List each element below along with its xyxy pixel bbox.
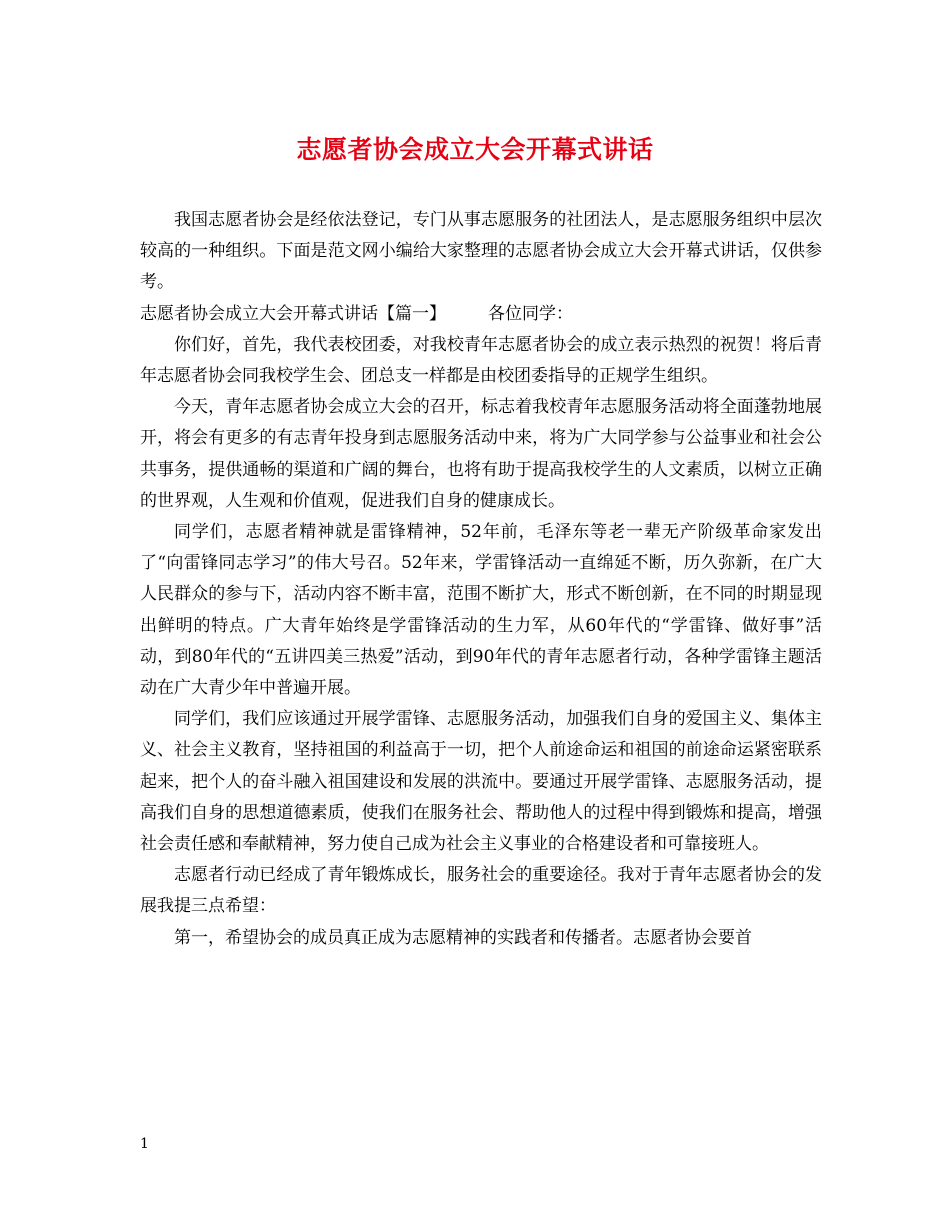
salutation: 各位同学： [488, 303, 573, 324]
document-title: 志愿者协会成立大会开幕式讲话 [296, 135, 654, 164]
body-paragraph-2: 今天，青年志愿者协会成立大会的召开，标志着我校青年志愿服务活动将全面蓬勃地展开，将会有更多的有志青年投身到志愿服务活动中来，将为广大同学参与公益事业和社会公共事务，提供通畅的渠道和广阔的舞台，也将有助于提高我校学生的人文素质，以树立正确的世界观，人生观和价值观，促进我们自身的健康成长。 [140, 397, 822, 511]
body-paragraph-6: 第一，希望协会的成员真正成为志愿精神的实践者和传播者。志愿者协会要首 [174, 927, 752, 948]
body-paragraph-1: 你们好，首先，我代表校团委，对我校青年志愿者协会的成立表示热烈的祝贺！将后青年志愿者协会同我校学生会、团总支一样都是由校团委指导的正规学生组织。 [140, 334, 822, 387]
body-paragraph-3: 同学们，志愿者精神就是雷锋精神，52年前，毛泽东等老一辈无产阶级革命家发出了“向雷锋同志学习”的伟大号召。52年来，学雷锋活动一直绵延不断，历久弥新，在广大人民群众的参与下，活动内容不断丰富，范围不断扩大，形式不断创新，在不同的时期显现出鲜明的特点。广大青年始终是学雷锋活动的生力军，从60年代的“学雷锋、做好事”活动，到80年代的“五讲四美三热爱”活动，到90年代的青年志愿者行动，各种学雷锋主题活动在广大青少年中普遍开展。 [140, 522, 822, 699]
section-heading: 志愿者协会成立大会开幕式讲话【篇一】 [140, 303, 446, 324]
document-body [140, 205, 822, 954]
page-number: 1 [140, 1136, 149, 1152]
body-paragraph-5: 志愿者行动已经成了青年锻炼成长，服务社会的重要途径。我对于青年志愿者协会的发展我提三点希望： [140, 865, 822, 917]
body-paragraph-4: 同学们，我们应该通过开展学雷锋、志愿服务活动，加强我们自身的爱国主义、集体主义、社会主义教育，坚持祖国的利益高于一切，把个人前途命运和祖国的前途命运紧密联系起来，把个人的奋斗融入祖国建设和发展的洪流中。要通过开展学雷锋、志愿服务活动，提高我们自身的思想道德素质，使我们在服务社会、帮助他人的过程中得到锻炼和提高，增强社会责任感和奉献精神，努力使自己成为社会主义事业的合格建设者和可靠接班人。 [140, 709, 822, 855]
intro-paragraph: 我国志愿者协会是经依法登记，专门从事志愿服务的社团法人，是志愿服务组织中层次较高的一种组织。下面是范文网小编给大家整理的志愿者协会成立大会开幕式讲话，仅供参考。 [140, 210, 822, 293]
section-heading-line [140, 299, 822, 330]
